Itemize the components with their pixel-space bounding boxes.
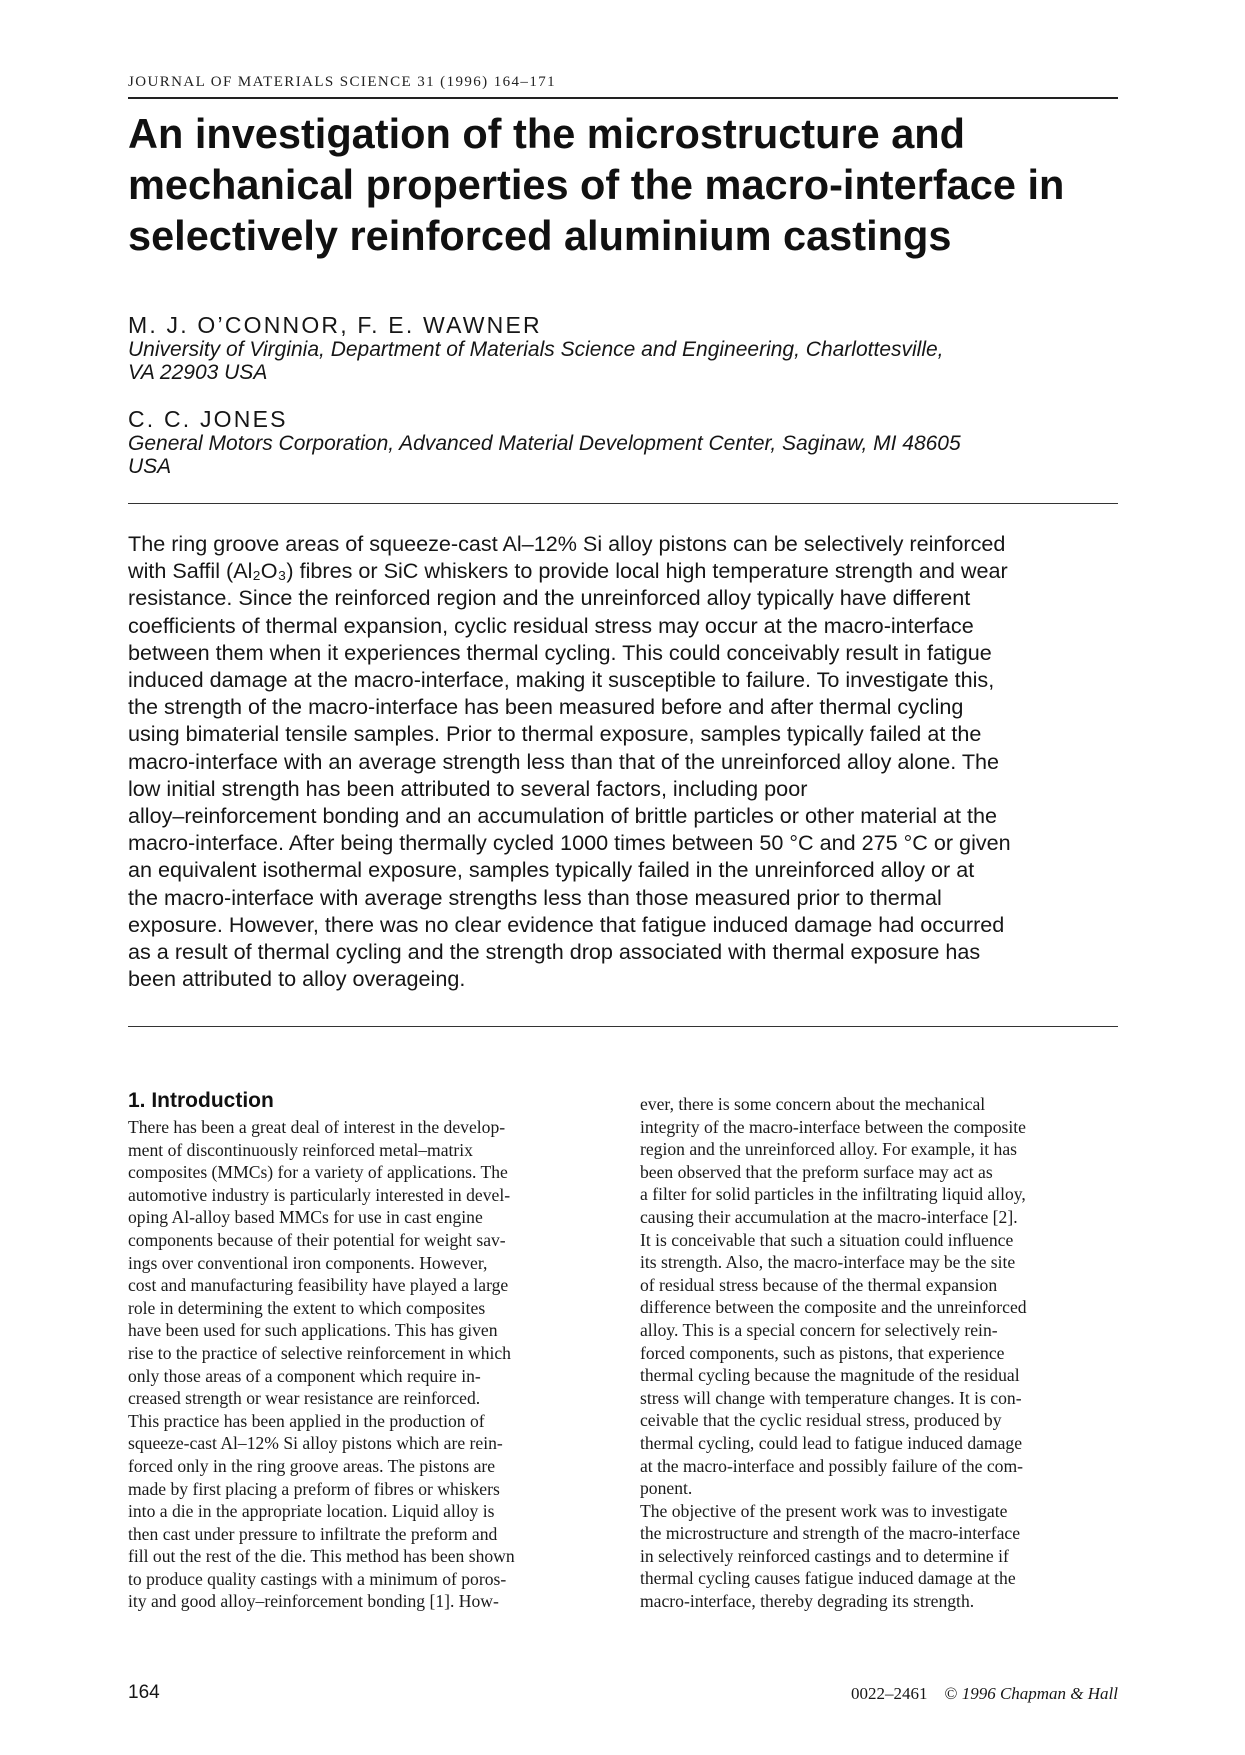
text-line: resistance. Since the reinforced region and the unreinforced alloy typically have different <box>128 585 971 611</box>
text-line: ment of discontinuously reinforced metal–matrix <box>128 1139 473 1160</box>
text-line: made by first placing a preform of fibres or whiskers <box>128 1478 500 1499</box>
text-line: only those areas of a component which require in- <box>128 1365 481 1386</box>
paper-title <box>128 108 1118 261</box>
text-line: There has been a great deal of interest in the develop- <box>128 1117 506 1137</box>
header-rule <box>128 97 1118 99</box>
text-line: role in determining the extent to which composites <box>128 1297 486 1318</box>
text-line: rise to the practice of selective reinforcement in which <box>128 1342 511 1363</box>
abstract-bottom-rule <box>128 1026 1118 1027</box>
text-line: ings over conventional iron components. However, <box>128 1252 488 1273</box>
copyright-symbol: © <box>944 1684 958 1703</box>
text-line: integrity of the macro-interface between the composite <box>640 1116 1026 1137</box>
title-line: mechanical properties of the macro-interface in <box>128 161 1065 208</box>
author-names: C. C. JONES <box>128 406 288 432</box>
journal-header: JOURNAL OF MATERIALS SCIENCE 31 (1996) 164–171 <box>128 74 557 90</box>
text-line: exposure. However, there was no clear evidence that fatigue induced damage had occurred <box>128 911 1005 937</box>
text-line: then cast under pressure to infiltrate the preform and <box>128 1523 498 1544</box>
affiliation-line: General Motors Corporation, Advanced Material Development Center, Saginaw, MI 48605 <box>128 432 961 455</box>
text-line: stress will change with temperature changes. It is con- <box>640 1387 1022 1408</box>
text-line: difference between the composite and the unreinforced <box>640 1297 1027 1318</box>
copyright-line <box>851 1684 1118 1704</box>
affiliation <box>128 338 1118 384</box>
text-line: cost and manufacturing feasibility have played a large <box>128 1275 509 1296</box>
text-line: composites (MMCs) for a variety of applications. The <box>128 1162 508 1183</box>
text-line: fill out the rest of the die. This method has been shown <box>128 1546 515 1567</box>
title-line: An investigation of the microstructure and <box>128 110 966 157</box>
text-line: the macro-interface with average strengths less than those measured prior to thermal <box>128 884 942 910</box>
text-line: This practice has been applied in the production of <box>128 1410 485 1431</box>
text-line: It is conceivable that such a situation could influence <box>640 1229 1014 1250</box>
text-line: thermal cycling, could lead to fatigue induced damage <box>640 1432 1023 1453</box>
text-line: an equivalent isothermal exposure, samples typically failed in the unreinforced alloy or at <box>128 857 975 883</box>
text-line: at the macro-interface and possibly failure of the com- <box>640 1455 1023 1476</box>
text-line: induced damage at the macro-interface, making it susceptible to failure. To investigate this, <box>128 667 995 693</box>
text-line: its strength. Also, the macro-interface may be the site <box>640 1252 1016 1273</box>
text-line: been observed that the preform surface may act as <box>640 1161 993 1182</box>
text-line: region and the unreinforced alloy. For example, it has <box>640 1139 1018 1160</box>
text-line: using bimaterial tensile samples. Prior to thermal exposure, samples typically failed at the <box>128 721 982 747</box>
text-line: ever, there is some concern about the mechanical <box>640 1094 986 1114</box>
text-line: been attributed to alloy overageing. <box>128 966 466 992</box>
text-line: forced components, such as pistons, that experience <box>640 1342 1005 1363</box>
title-line: selectively reinforced aluminium castings <box>128 212 952 259</box>
text-line: The objective of the present work was to investigate <box>640 1500 1008 1521</box>
text-line: into a die in the appropriate location. Liquid alloy is <box>128 1501 495 1522</box>
text-line: the strength of the macro-interface has been measured before and after thermal cycling <box>128 694 964 720</box>
text-line: macro-interface, thereby degrading its strength. <box>640 1591 975 1612</box>
section-heading: 1. Introduction <box>128 1089 274 1112</box>
text-line: macro-interface. After being thermally cycled 1000 times between 50 °C and 275 °C or given <box>128 830 1011 856</box>
author-block-2 <box>128 406 1118 478</box>
issn: 0022–2461 <box>851 1684 928 1703</box>
text-line: thermal cycling causes fatigue induced damage at the <box>640 1568 1016 1589</box>
text-line: thermal cycling because the magnitude of the residual <box>640 1365 1020 1386</box>
text-line: squeeze-cast Al–12% Si alloy pistons which are rein- <box>128 1433 503 1454</box>
text-line: low initial strength has been attributed to several factors, including poor <box>128 775 808 801</box>
text-line: of residual stress because of the thermal expansion <box>640 1274 998 1295</box>
text-line: The ring groove areas of squeeze-cast Al–12% Si alloy pistons can be selectively reinforced <box>128 531 1006 556</box>
publisher: 1996 Chapman & Hall <box>961 1684 1118 1703</box>
text-line: between them when it experiences thermal cycling. This could conceivably result in fatigue <box>128 639 992 665</box>
text-line: components because of their potential for weight sav- <box>128 1229 506 1250</box>
text-line: creased strength or wear resistance are reinforced. <box>128 1388 481 1409</box>
text-line: causing their accumulation at the macro-interface [2]. <box>640 1206 1018 1227</box>
text-line: automotive industry is particularly interested in devel- <box>128 1184 511 1205</box>
text-line: oping Al-alloy based MMCs for use in cast engine <box>128 1207 483 1228</box>
abstract <box>128 530 1118 992</box>
text-line: to produce quality castings with a minimum of poros- <box>128 1568 507 1589</box>
affiliation-line: USA <box>128 455 172 478</box>
text-line: a filter for solid particles in the infiltrating liquid alloy, <box>640 1184 1026 1205</box>
abstract-top-rule <box>128 503 1118 504</box>
text-line: coefficients of thermal expansion, cyclic residual stress may occur at the macro-interface <box>128 612 974 638</box>
body-column-right <box>640 1093 1118 1613</box>
body-column-left <box>128 1088 606 1613</box>
text-line: forced only in the ring groove areas. The pistons are <box>128 1455 496 1476</box>
affiliation-line: VA 22903 USA <box>128 361 268 384</box>
affiliation-line: University of Virginia, Department of Materials Science and Engineering, Charlottesville, <box>128 338 944 361</box>
author-names: M. J. O’CONNOR, F. E. WAWNER <box>128 312 542 338</box>
page-number: 164 <box>128 1682 160 1703</box>
text-line: ponent. <box>640 1478 693 1499</box>
author-block-1 <box>128 312 1118 384</box>
text-line: alloy. This is a special concern for selectively rein- <box>640 1319 998 1340</box>
text-line: with Saffil (Al₂O₃) fibres or SiC whiskers to provide local high temperature strength and wear <box>128 558 1008 584</box>
affiliation <box>128 432 1118 478</box>
text-line: as a result of thermal cycling and the strength drop associated with thermal exposure has <box>128 939 981 965</box>
text-line: ceivable that the cyclic residual stress, produced by <box>640 1410 1002 1431</box>
text-line: ity and good alloy–reinforcement bonding [1]. How- <box>128 1591 499 1612</box>
text-line: alloy–reinforcement bonding and an accumulation of brittle particles or other material at the <box>128 803 998 829</box>
text-line: have been used for such applications. This has given <box>128 1320 498 1341</box>
text-line: in selectively reinforced castings and to determine if <box>640 1545 1009 1566</box>
text-line: macro-interface with an average strength less than that of the unreinforced alloy alone. The <box>128 748 1000 774</box>
text-line: the microstructure and strength of the macro-interface <box>640 1523 1021 1544</box>
